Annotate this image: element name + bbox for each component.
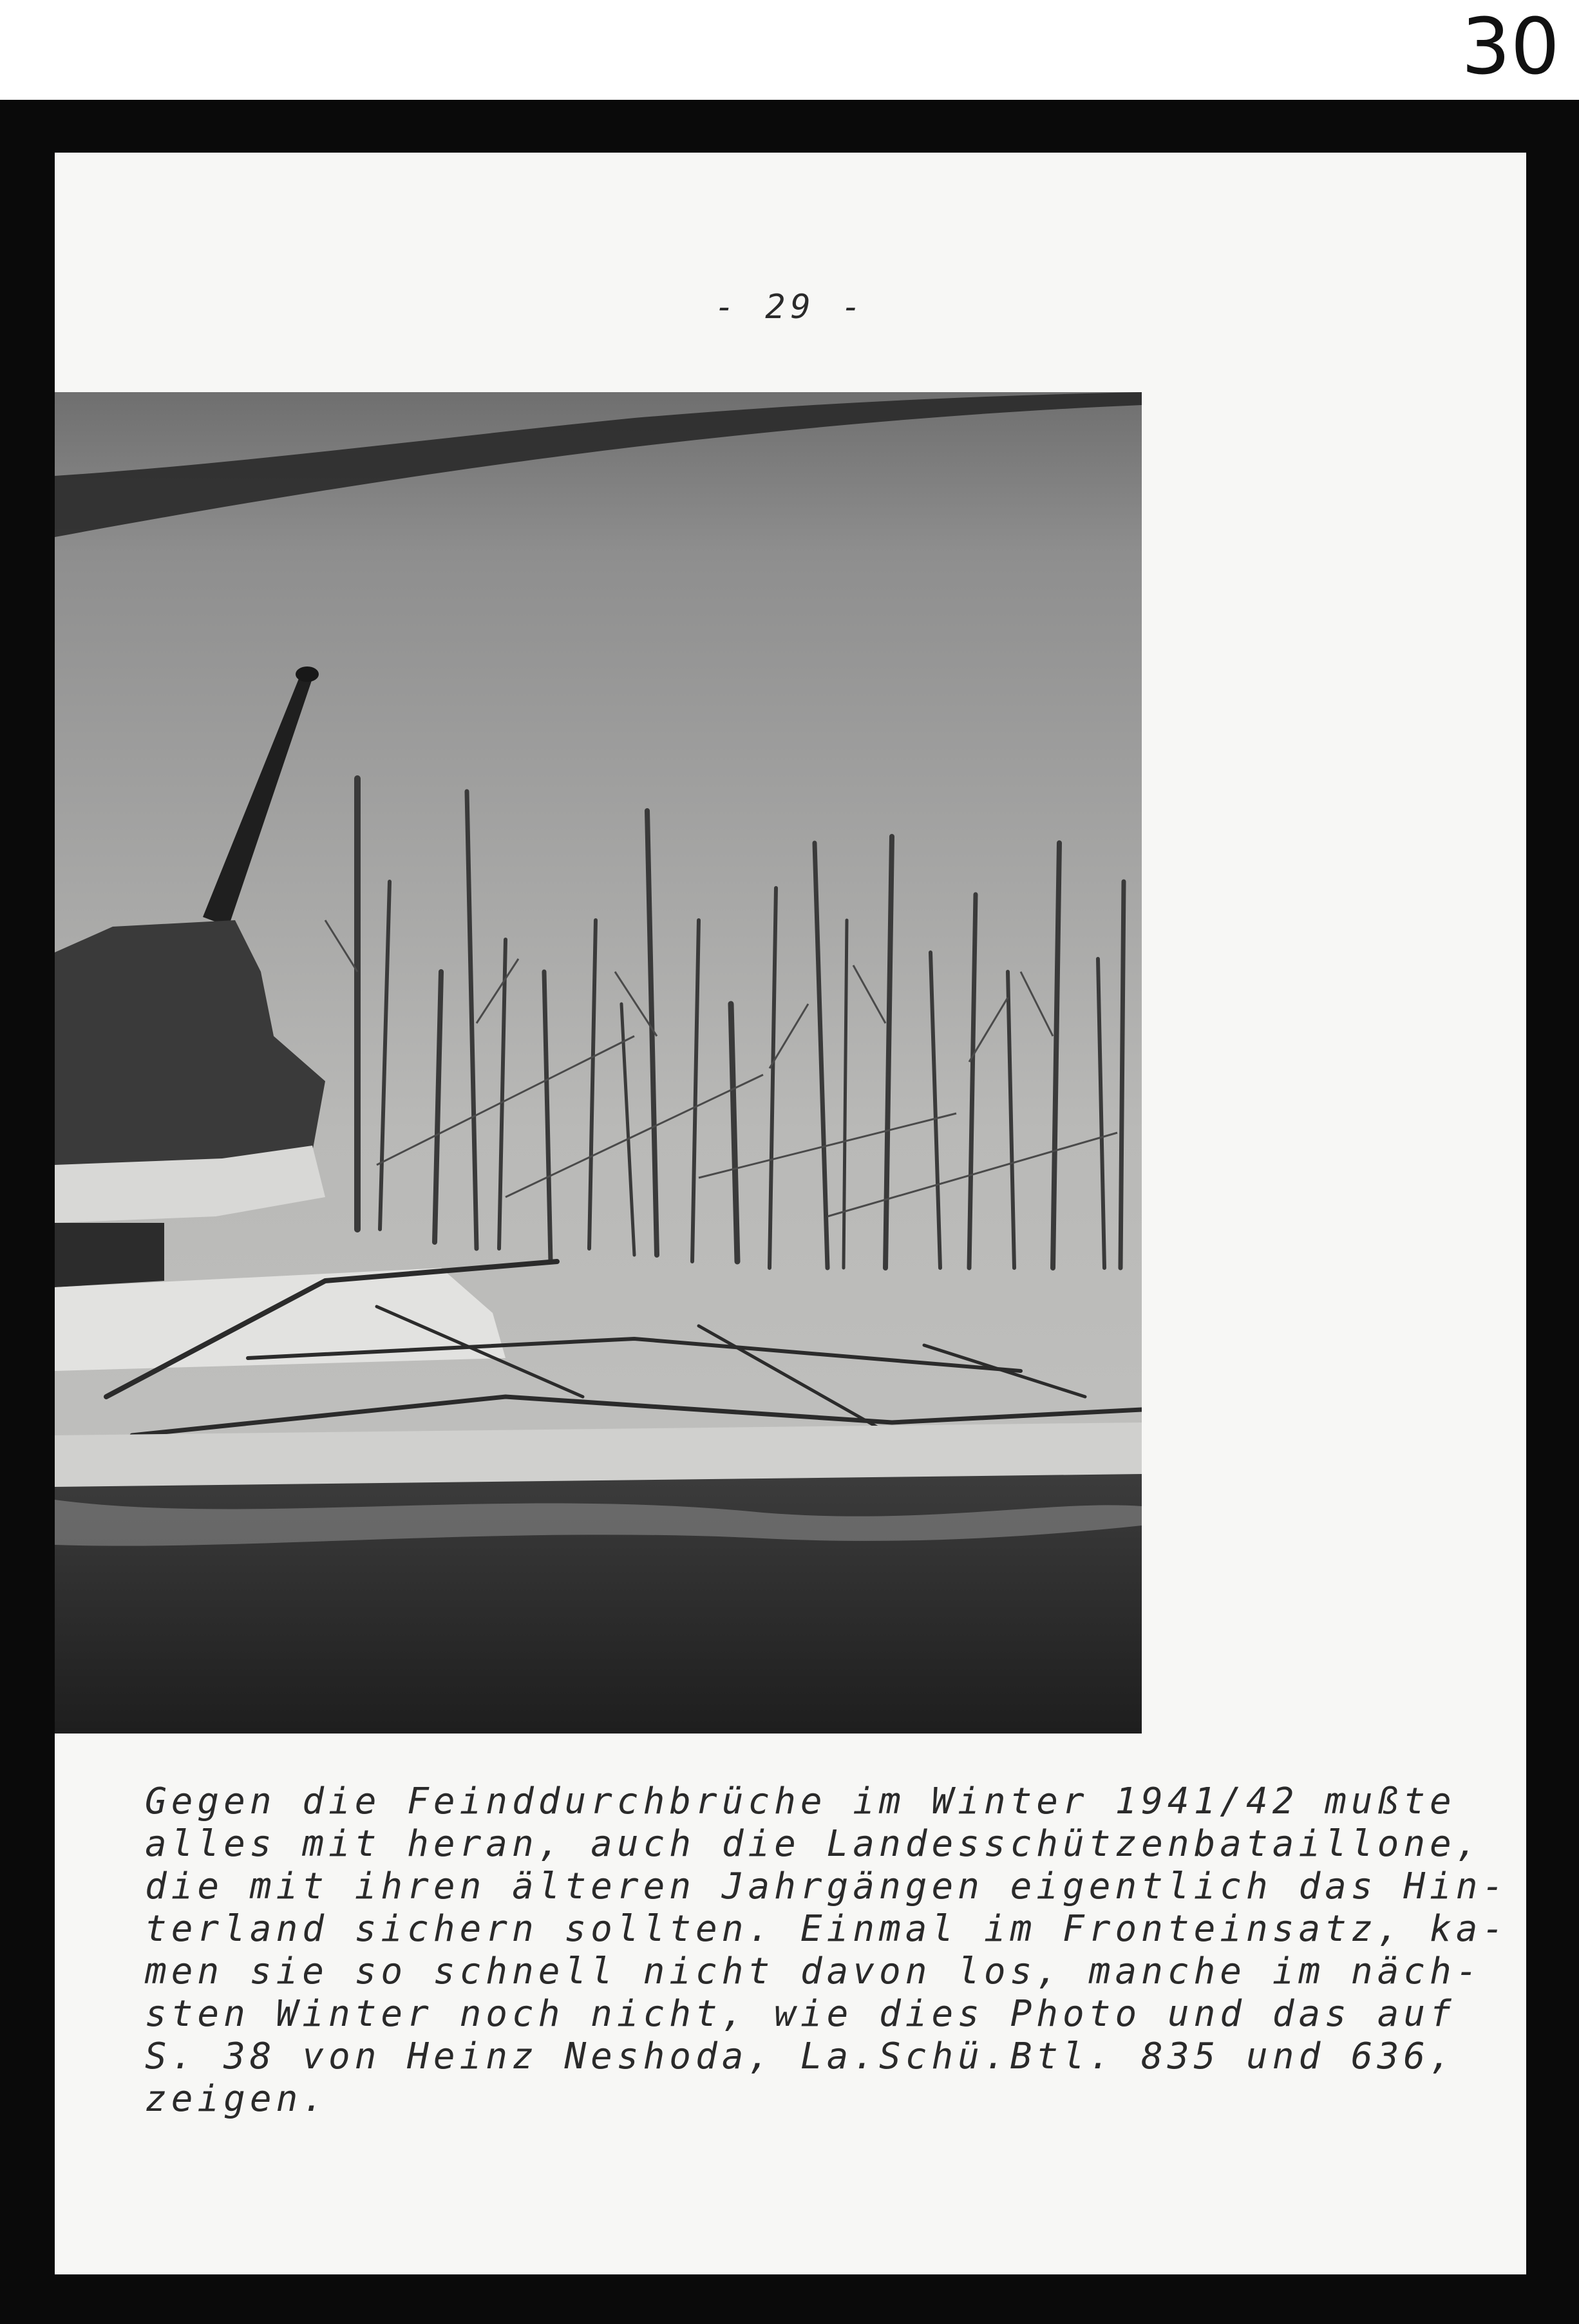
caption-line: terland sichern sollten. Einmal im Fronteinsatz, ka-: [145, 1908, 1509, 1950]
scan-frame: [0, 100, 1579, 2324]
caption-line: die mit ihren älteren Jahrgängen eigentlich das Hin-: [145, 1866, 1509, 1907]
caption-line: alles mit heran, auch die Landesschützenbataillone,: [145, 1823, 1482, 1865]
photo-graphic: [55, 392, 1142, 1734]
scan-sheet-number: 30: [1461, 3, 1560, 92]
photo-caption: [145, 1781, 1509, 2121]
caption-line: sten Winter noch nicht, wie dies Photo und das auf: [145, 1993, 1456, 2035]
winter-forest-photo: [55, 392, 1142, 1734]
caption-line: S. 38 von Heinz Neshoda, La.Schü.Btl. 835 und 636,: [145, 2036, 1456, 2077]
document-page: [55, 153, 1526, 2274]
caption-line: zeigen.: [145, 2078, 329, 2120]
page-number: - 29 -: [714, 288, 867, 326]
caption-line: Gegen die Feinddurchbrüche im Winter 1941/42 mußte: [145, 1781, 1456, 1822]
caption-line: men sie so schnell nicht davon los, manche im näch-: [145, 1951, 1482, 1992]
